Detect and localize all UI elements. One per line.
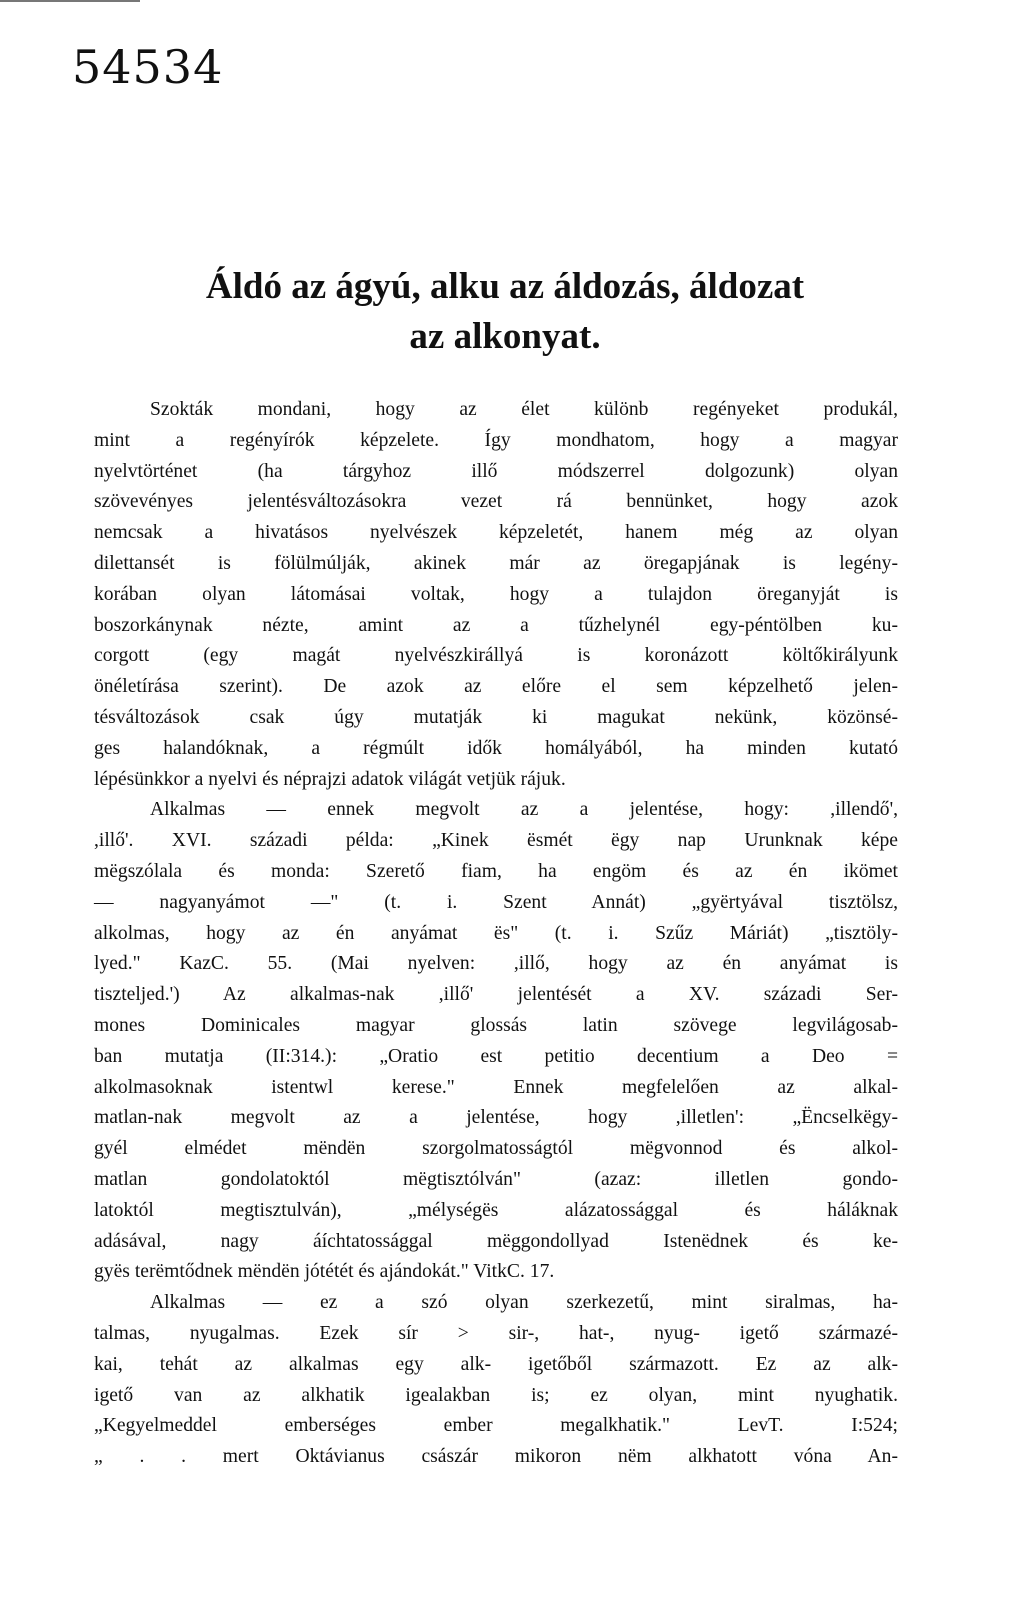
- body-line: latoktól megtisztulván), „mélységës alázatossággal és háláknak: [94, 1199, 898, 1221]
- body-line: „Kegyelmeddel emberséges ember megalkhatik." LevT. I:524;: [94, 1415, 898, 1437]
- top-edge-rule: [0, 0, 140, 2]
- body-line: dilettansét is fölülmúlják, akinek már az öregapjának is legény-: [94, 552, 898, 574]
- body-line: ,illő'. XVI. századi példa: „Kinek ësmét ëgy nap Urunknak képe: [94, 830, 898, 852]
- body-line: Alkalmas — ez a szó olyan szerkezetű, mint siralmas, ha-: [150, 1292, 898, 1314]
- body-line: „ . . mert Oktávianus császár mikoron nëm alkhatott vóna An-: [94, 1446, 898, 1468]
- title-line-1: Áldó az ágyú, alku az áldozás, áldozat: [205, 266, 805, 307]
- chapter-title: [110, 262, 900, 362]
- body-line: mint a regényírók képzelete. Így mondhatom, hogy a magyar: [94, 429, 898, 451]
- body-line: talmas, nyugalmas. Ezek sír > sir-, hat-, nyug- igető származé-: [94, 1322, 898, 1344]
- body-line: nyelvtörténet (ha tárgyhoz illő módszerrel dolgozunk) olyan: [94, 460, 898, 482]
- body-line: corgott (egy magát nyelvészkirállyá is koronázott költőkirályunk: [94, 645, 898, 667]
- body-line: tiszteljed.') Az alkalmas-nak ,illő' jelentését a XV. századi Ser-: [94, 984, 898, 1006]
- body-line: nemcsak a hivatásos nyelvészek képzeletét, hanem még az olyan: [94, 522, 898, 544]
- body-line: korában olyan látomásai voltak, hogy a tulajdon öreganyját is: [94, 583, 898, 605]
- body-line: — nagyanyámot —" (t. i. Szent Annát) „gyërtyával tisztölsz,: [94, 891, 898, 913]
- body-line: ban mutatja (II:314.): „Oratio est petitio decentium a Deo =: [94, 1045, 898, 1067]
- title-line-2: az alkonyat.: [409, 316, 601, 357]
- body-line: gyél elmédet mëndën szorgolmatosságtól mëgvonnod és alkol-: [94, 1138, 898, 1160]
- body-line: Szokták mondani, hogy az élet különb regényeket produkál,: [150, 399, 898, 420]
- body-line: alkolmas, hogy az én anyámat ës" (t. i. Szűz Máriát) „tisztöly-: [94, 922, 898, 944]
- body-line: matlan-nak megvolt az a jelentése, hogy ,illetlen': „Ëncselkëgy-: [94, 1107, 898, 1129]
- body-line: önéletírása szerint). De azok az előre el sem képzelhető jelen-: [94, 676, 898, 698]
- body-line: mones Dominicales magyar glossás latin szövege legvilágosab-: [94, 1014, 898, 1036]
- body-line: gyës terëmtődnek mëndën jótétét és ajándokát." VitkC. 17.: [94, 1261, 555, 1283]
- body-line: adásával, nagy áíchtatossággal mëggondollyad Istenëdnek és ke-: [94, 1230, 898, 1252]
- body-text: [94, 395, 898, 1473]
- body-line: lyed." KazC. 55. (Mai nyelven: ,illő, hogy az én anyámat is: [94, 953, 898, 975]
- body-line: lépésünkkor a nyelvi és néprajzi adatok világát vetjük rájuk.: [94, 768, 566, 790]
- body-line: mëgszólala és monda: Szerető fiam, ha engöm és az én ikömet: [94, 860, 898, 882]
- body-line: boszorkánynak nézte, amint az a tűzhelynél egy-péntölben ku-: [94, 614, 898, 636]
- page-number: 54534: [72, 40, 224, 94]
- body-line: szövevényes jelentésváltozásokra vezet rá bennünket, hogy azok: [94, 491, 898, 513]
- body-line: ges halandóknak, a régmúlt idők homályából, ha minden kutató: [94, 737, 898, 759]
- body-line: Alkalmas — ennek megvolt az a jelentése, hogy: ,illendő',: [150, 799, 898, 821]
- body-line: alkolmasoknak istentwl kerese." Ennek megfelelően az alkal-: [94, 1076, 898, 1098]
- body-line: kai, tehát az alkalmas egy alk- igetőből származott. Ez az alk-: [94, 1353, 898, 1375]
- body-line: matlan gondolatoktól mëgtisztólván" (azaz: illetlen gondo-: [94, 1168, 898, 1190]
- body-line: igető van az alkhatik igealakban is; ez olyan, mint nyughatik.: [94, 1384, 898, 1406]
- body-line: tésváltozások csak úgy mutatják ki magukat nekünk, közönsé-: [94, 706, 898, 728]
